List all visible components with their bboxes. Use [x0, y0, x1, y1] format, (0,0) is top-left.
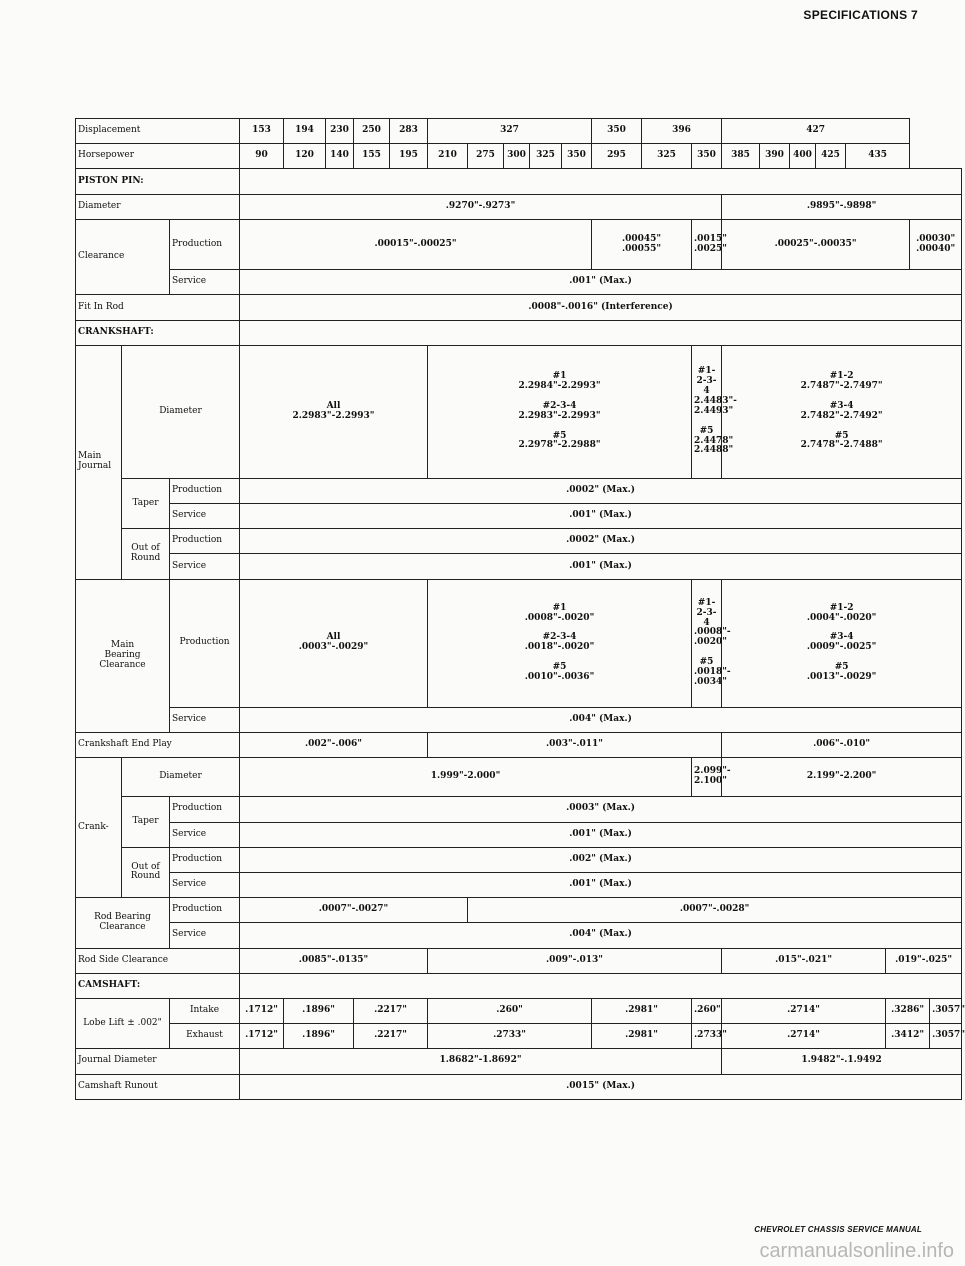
- table-cell: 90: [240, 144, 284, 169]
- table-cell: Production: [170, 898, 240, 923]
- table-cell: 275: [468, 144, 504, 169]
- table-cell: .006"-.010": [722, 733, 962, 758]
- table-cell: #1-2-3-4 .0008"- .0020" #5 .0018"- .0034": [692, 579, 722, 707]
- table-row: [76, 733, 962, 758]
- table-row: [76, 345, 962, 478]
- table-row: [76, 529, 962, 554]
- table-cell: .0007"-.0027": [240, 898, 468, 923]
- table-cell: 153: [240, 119, 284, 144]
- table-row: [76, 320, 962, 345]
- table-row: [76, 478, 962, 503]
- table-cell: .001" (Max.): [240, 872, 962, 897]
- table-row: [76, 1049, 962, 1074]
- table-cell: Service: [170, 923, 240, 948]
- table-cell: Diameter: [76, 194, 240, 219]
- table-cell: .0015" .0025": [692, 219, 722, 269]
- table-row: [76, 144, 962, 169]
- table-cell: .00025"-.00035": [722, 219, 910, 269]
- table-cell: .00045" .00055": [592, 219, 692, 269]
- table-row: [76, 270, 962, 295]
- watermark-text: carmanualsonline.info: [759, 1240, 954, 1262]
- table-row: [76, 973, 962, 998]
- table-cell: Production: [170, 478, 240, 503]
- table-cell: .004" (Max.): [240, 707, 962, 732]
- table-row: [76, 872, 962, 897]
- table-cell: #1 2.2984"-2.2993" #2-3-4 2.2983"-2.2993" #5 2.2978"-2.2988": [428, 345, 692, 478]
- table-cell: 230: [326, 119, 354, 144]
- table-cell: Crank-: [76, 758, 122, 898]
- table-row: [76, 503, 962, 528]
- table-cell: 250: [354, 119, 390, 144]
- table-row: [76, 948, 962, 973]
- table-cell: #1-2-3-4 2.4483"- 2.4493" #5 2.4478" 2.4488": [692, 345, 722, 478]
- table-cell: [240, 320, 962, 345]
- table-cell: 350: [562, 144, 592, 169]
- table-cell: 350: [692, 144, 722, 169]
- table-cell: All .0003"-.0029": [240, 579, 428, 707]
- table-cell: 120: [284, 144, 326, 169]
- table-cell: .9895"-.9898": [722, 194, 962, 219]
- table-cell: .1896": [284, 1024, 354, 1049]
- table-row: [76, 295, 962, 320]
- table-cell: .3057": [930, 1024, 962, 1049]
- table-cell: #1 .0008"-.0020" #2-3-4 .0018"-.0020" #5 .0010"-.0036": [428, 579, 692, 707]
- table-cell: 400: [790, 144, 816, 169]
- table-cell: .1712": [240, 1024, 284, 1049]
- table-cell: .001" (Max.): [240, 554, 962, 579]
- table-row: [76, 1074, 962, 1099]
- table-cell: CRANKSHAFT:: [76, 320, 240, 345]
- table-cell: Out of Round: [122, 529, 170, 579]
- table-cell: #1-2 2.7487"-2.7497" #3-4 2.7482"-2.7492" #5 2.7478"-2.7488": [722, 345, 962, 478]
- table-row: [76, 554, 962, 579]
- table-cell: Diameter: [122, 345, 240, 478]
- table-cell: 435: [846, 144, 910, 169]
- table-row: [76, 194, 962, 219]
- table-cell: Production: [170, 529, 240, 554]
- table-cell: .009"-.013": [428, 948, 722, 973]
- table-cell: .2981": [592, 998, 692, 1023]
- table-row: [76, 169, 962, 194]
- table-cell: Lobe Lift ± .002": [76, 998, 170, 1048]
- table-cell: Main Bearing Clearance: [76, 579, 170, 733]
- table-cell: #1-2 .0004"-.0020" #3-4 .0009"-.0025" #5 .0013"-.0029": [722, 579, 962, 707]
- table-cell: Production: [170, 579, 240, 707]
- table-row: [76, 707, 962, 732]
- table-cell: Clearance: [76, 219, 170, 295]
- manual-footer: CHEVROLET CHASSIS SERVICE MANUAL: [754, 1225, 922, 1234]
- table-cell: 300: [504, 144, 530, 169]
- table-cell: .2217": [354, 998, 428, 1023]
- table-cell: 390: [760, 144, 790, 169]
- table-cell: Production: [170, 797, 240, 822]
- table-cell: 325: [530, 144, 562, 169]
- table-cell: .1896": [284, 998, 354, 1023]
- table-cell: All 2.2983"-2.2993": [240, 345, 428, 478]
- table-cell: .004" (Max.): [240, 923, 962, 948]
- table-cell: Production: [170, 847, 240, 872]
- table-cell: .2733": [692, 1024, 722, 1049]
- table-cell: .2217": [354, 1024, 428, 1049]
- table-cell: Service: [170, 822, 240, 847]
- table-cell: Production: [170, 219, 240, 269]
- table-row: [76, 998, 962, 1023]
- table-cell: Service: [170, 270, 240, 295]
- table-cell: .3286": [886, 998, 930, 1023]
- table-cell: .001" (Max.): [240, 822, 962, 847]
- table-cell: 396: [642, 119, 722, 144]
- table-cell: Service: [170, 707, 240, 732]
- table-cell: 295: [592, 144, 642, 169]
- table-cell: .260": [428, 998, 592, 1023]
- table-cell: Exhaust: [170, 1024, 240, 1049]
- table-cell: CAMSHAFT:: [76, 973, 240, 998]
- table-cell: .002"-.006": [240, 733, 428, 758]
- table-cell: [240, 169, 962, 194]
- table-cell: 1.999"-2.000": [240, 758, 692, 797]
- table-cell: .0002" (Max.): [240, 478, 962, 503]
- table-cell: Horsepower: [76, 144, 240, 169]
- table-cell: Service: [170, 554, 240, 579]
- table-cell: Rod Side Clearance: [76, 948, 240, 973]
- table-cell: .2733": [428, 1024, 592, 1049]
- table-cell: .2981": [592, 1024, 692, 1049]
- table-cell: .0007"-.0028": [468, 898, 962, 923]
- table-cell: Journal Diameter: [76, 1049, 240, 1074]
- table-cell: 325: [642, 144, 692, 169]
- table-cell: .0015" (Max.): [240, 1074, 962, 1099]
- table-cell: Fit In Rod: [76, 295, 240, 320]
- table-cell: .001" (Max.): [240, 503, 962, 528]
- table-cell: Diameter: [122, 758, 240, 797]
- table-cell: .019"-.025": [886, 948, 962, 973]
- table-cell: 194: [284, 119, 326, 144]
- table-cell: Displacement: [76, 119, 240, 144]
- table-cell: .015"-.021": [722, 948, 886, 973]
- table-cell: .0002" (Max.): [240, 529, 962, 554]
- table-cell: Main Journal: [76, 345, 122, 579]
- table-cell: .9270"-.9273": [240, 194, 722, 219]
- table-cell: 1.9482"-.1.9492: [722, 1049, 962, 1074]
- table-row: [76, 923, 962, 948]
- table-cell: 2.199"-2.200": [722, 758, 962, 797]
- table-cell: .002" (Max.): [240, 847, 962, 872]
- table-cell: .3412": [886, 1024, 930, 1049]
- table-cell: 385: [722, 144, 760, 169]
- table-cell: Out of Round: [122, 847, 170, 897]
- table-cell: PISTON PIN:: [76, 169, 240, 194]
- table-row: [76, 898, 962, 923]
- table-cell: .2714": [722, 998, 886, 1023]
- table-cell: 350: [592, 119, 642, 144]
- table-cell: Taper: [122, 797, 170, 847]
- table-cell: .001" (Max.): [240, 270, 962, 295]
- table-cell: .0003" (Max.): [240, 797, 962, 822]
- table-cell: .00015"-.00025": [240, 219, 592, 269]
- table-row: [76, 758, 962, 797]
- table-cell: [240, 973, 962, 998]
- table-cell: 2.099"- 2.100": [692, 758, 722, 797]
- table-cell: .1712": [240, 998, 284, 1023]
- table-row: [76, 797, 962, 822]
- table-cell: .00030" .00040": [910, 219, 962, 269]
- table-cell: .2714": [722, 1024, 886, 1049]
- table-cell: Rod Bearing Clearance: [76, 898, 170, 948]
- table-row: [76, 119, 962, 144]
- table-row: [76, 579, 962, 707]
- specifications-table: [75, 118, 965, 1100]
- table-cell: 327: [428, 119, 592, 144]
- table-cell: .0008"-.0016" (Interference): [240, 295, 962, 320]
- table-cell: 425: [816, 144, 846, 169]
- table-cell: 1.8682"-1.8692": [240, 1049, 722, 1074]
- table-cell: .0085"-.0135": [240, 948, 428, 973]
- table-cell: Intake: [170, 998, 240, 1023]
- page-header: SPECIFICATIONS 7: [803, 8, 918, 22]
- table-cell: 427: [722, 119, 910, 144]
- table-cell: Taper: [122, 478, 170, 528]
- table-row: [76, 1024, 962, 1049]
- table-cell: .3057": [930, 998, 962, 1023]
- table-row: [76, 822, 962, 847]
- table-cell: Service: [170, 503, 240, 528]
- table-cell: 210: [428, 144, 468, 169]
- table-cell: Camshaft Runout: [76, 1074, 240, 1099]
- table-row: [76, 847, 962, 872]
- table-cell: 155: [354, 144, 390, 169]
- table-cell: .260": [692, 998, 722, 1023]
- table-row: [76, 219, 962, 269]
- table-cell: Service: [170, 872, 240, 897]
- table-cell: 140: [326, 144, 354, 169]
- table-cell: 283: [390, 119, 428, 144]
- table-cell: Crankshaft End Play: [76, 733, 240, 758]
- table-cell: 195: [390, 144, 428, 169]
- table-cell: .003"-.011": [428, 733, 722, 758]
